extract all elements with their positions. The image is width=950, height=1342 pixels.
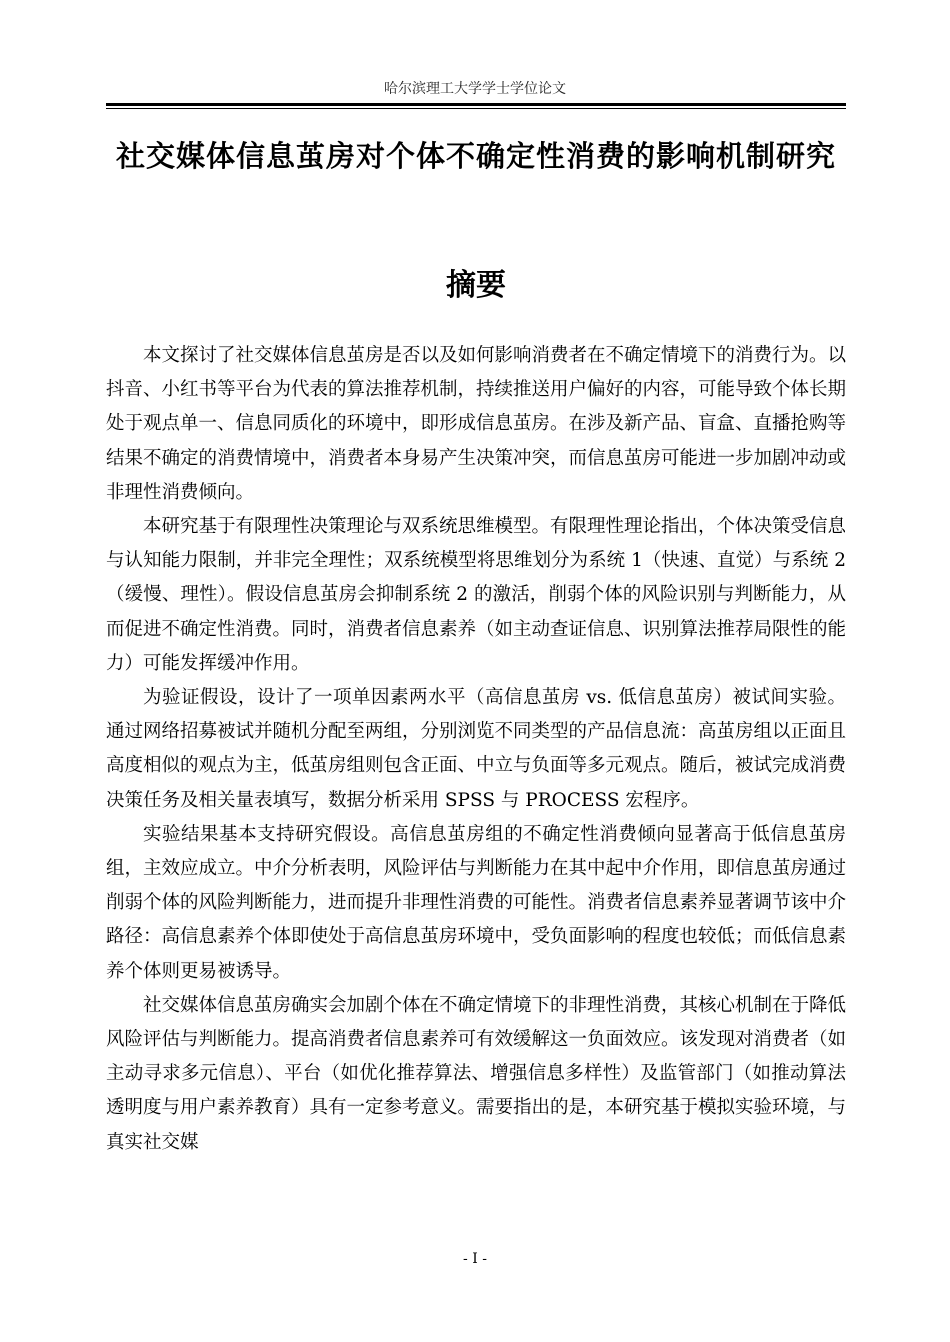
abstract-paragraph: 实验结果基本支持研究假设。高信息茧房组的不确定性消费倾向显著高于低信息茧房组，主效应成立。中介分析表明，风险评估与判断能力在其中起中介作用，即信息茧房通过削弱个体的风险判断能力，进而提升非理性消费的可能性。消费者信息素养显著调节该中介路径：高信息素养个体即使处于高信息茧房环境中，受负面影响的程度也较低；而低信息素养个体则更易被诱导。 xyxy=(106,823,847,982)
header-rule-thin xyxy=(106,108,846,109)
header-rule-thick xyxy=(106,103,846,106)
page-number: - I - xyxy=(463,1251,487,1267)
abstract-paragraph: 社交媒体信息茧房确实会加剧个体在不确定情境下的非理性消费，其核心机制在于降低风险评估与判断能力。提高消费者信息素养可有效缓解这一负面效应。该发现对消费者（如主动寻求多元信息）、平台（如优化推荐算法、增强信息多样性）及监管部门（如推动算法透明度与用户素养教育）具有一定参考意义。需要指出的是，本研究基于模拟实验环境，与真实社交媒 xyxy=(106,994,847,1153)
abstract-paragraph: 为验证假设，设计了一项单因素两水平（高信息茧房 vs. 低信息茧房）被试间实验。通过网络招募被试并随机分配至两组，分别浏览不同类型的产品信息流：高茧房组以正面且高度相似的观点为主，低茧房组则包含正面、中立与负面等多元观点。随后，被试完成消费决策任务及相关量表填写，数据分析采用 SPSS 与 PROCESS 宏程序。 xyxy=(106,687,847,811)
abstract-heading: 摘要 xyxy=(446,268,506,303)
thesis-title: 社交媒体信息茧房对个体不确定性消费的影响机制研究 xyxy=(115,139,836,173)
abstract-paragraph: 本研究基于有限理性决策理论与双系统思维模型。有限理性理论指出，个体决策受信息与认知能力限制，并非完全理性；双系统模型将思维划分为系统 1（快速、直觉）与系统 2（缓慢、理性）。假设信息茧房会抑制系统 2 的激活，削弱个体的风险识别与判断能力，从而促进不确定性消费。同时，消费者信息素养（如主动查证信息、识别算法推荐局限性的能力）可能发挥缓冲作用。 xyxy=(106,516,847,674)
abstract-body xyxy=(106,339,846,1160)
running-header: 哈尔滨理工大学学士学位论文 xyxy=(384,81,566,97)
abstract-paragraph: 本文探讨了社交媒体信息茧房是否以及如何影响消费者在不确定情境下的消费行为。以抖音、小红书等平台为代表的算法推荐机制，持续推送用户偏好的内容，可能导致个体长期处于观点单一、信息同质化的环境中，即形成信息茧房。在涉及新产品、盲盒、直播抢购等结果不确定的消费情境中，消费者本身易产生决策冲突，而信息茧房可能进一步加剧冲动或非理性消费倾向。 xyxy=(106,345,847,503)
